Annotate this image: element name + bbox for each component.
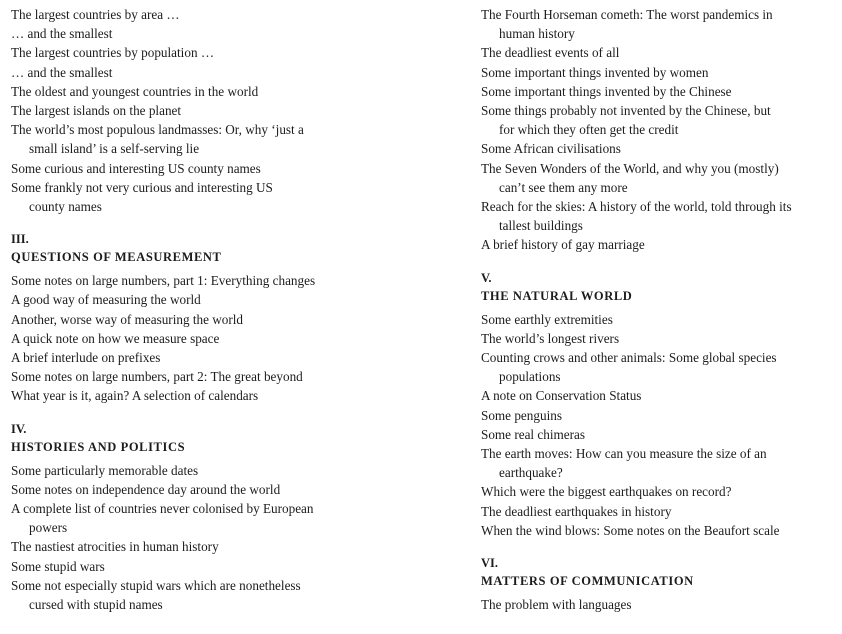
toc-entry: Reach for the skies: A history of the world, told through its tallest buildings <box>481 199 792 234</box>
toc-entry: Which were the biggest earthquakes on record? <box>481 484 732 500</box>
toc-entry: Some not especially stupid wars which are nonetheless cursed with stupid names <box>11 577 301 613</box>
toc-entry: The largest islands on the planet <box>11 103 182 119</box>
toc-entry: The largest countries by population … <box>11 45 215 61</box>
toc-entry: Some notes on large numbers, part 2: The great beyond <box>11 369 303 385</box>
toc-entry: … and the smallest <box>11 26 113 42</box>
toc-entry: The oldest and youngest countries in the world <box>11 83 259 99</box>
toc-entry: Some real chimeras <box>481 426 585 442</box>
toc-entry: The Fourth Horseman cometh: The worst pandemics in human history <box>481 7 773 42</box>
toc-entry: Counting crows and other animals: Some global species populations <box>481 350 777 385</box>
toc-entry: Some African civilisations <box>481 141 621 157</box>
section-vi <box>481 554 831 614</box>
toc-entry: The deadliest events of all <box>481 45 620 61</box>
toc-entry: Some earthly extremities <box>481 311 613 327</box>
section-title: HISTORIES AND POLITICS <box>11 439 186 454</box>
section-iv <box>11 420 451 615</box>
toc-entry: Another, worse way of measuring the world <box>11 311 244 327</box>
section-v <box>481 269 831 540</box>
section-title: QUESTIONS OF MEASUREMENT <box>11 250 222 265</box>
section-title: MATTERS OF COMMUNICATION <box>481 574 694 589</box>
toc-entry: The deadliest earthquakes in history <box>481 503 672 519</box>
toc-entry: Some penguins <box>481 407 562 423</box>
toc-left-column <box>11 5 451 614</box>
toc-entry: The nastiest atrocities in human history <box>11 539 219 555</box>
section-number: VI. <box>481 556 499 571</box>
toc-entry: Some notes on independence day around the world <box>11 481 281 497</box>
toc-entry: The largest countries by area … <box>11 7 180 22</box>
toc-entry: Some particularly memorable dates <box>11 462 199 478</box>
toc-entry: A good way of measuring the world <box>11 292 201 308</box>
section-number: IV. <box>11 421 27 436</box>
toc-entry: What year is it, again? A selection of calendars <box>11 388 259 404</box>
toc-entry: Some notes on large numbers, part 1: Everything changes <box>11 273 316 289</box>
toc-entry: The Seven Wonders of the World, and why you (mostly) can’t see them any more <box>481 160 779 195</box>
toc-entry: When the wind blows: Some notes on the Beaufort scale <box>481 522 780 538</box>
toc-entry: A brief interlude on prefixes <box>11 350 161 366</box>
toc-entry: Some stupid wars <box>11 558 105 574</box>
section-number: V. <box>481 270 492 285</box>
toc-entry: The problem with languages <box>481 597 632 613</box>
toc-entry: The earth moves: How can you measure the size of an earthquake? <box>481 446 767 481</box>
toc-entry: Some important things invented by women <box>481 64 709 80</box>
toc-entry: A quick note on how we measure space <box>11 330 220 346</box>
toc-entry: The world’s longest rivers <box>481 330 620 346</box>
section-number: III. <box>11 232 29 247</box>
toc-entry: Some frankly not very curious and interesting US county names <box>11 179 273 215</box>
section-iii <box>11 230 451 405</box>
toc-entry: A brief history of gay marriage <box>481 237 645 253</box>
toc-entry: Some curious and interesting US county names <box>11 160 261 176</box>
toc-entry: Some things probably not invented by the Chinese, but for which they often get the credit <box>481 103 771 138</box>
toc-entry: A complete list of countries never colonised by European powers <box>11 501 314 536</box>
toc-right-column <box>481 5 831 614</box>
toc-entry: The world’s most populous landmasses: Or, why ‘just a small island’ is a self-serving lie <box>11 122 304 157</box>
toc-entry: … and the smallest <box>11 64 113 80</box>
toc-entry: Some important things invented by the Chinese <box>481 83 732 99</box>
section-title: THE NATURAL WORLD <box>481 288 633 303</box>
toc-entry: A note on Conservation Status <box>481 388 642 404</box>
